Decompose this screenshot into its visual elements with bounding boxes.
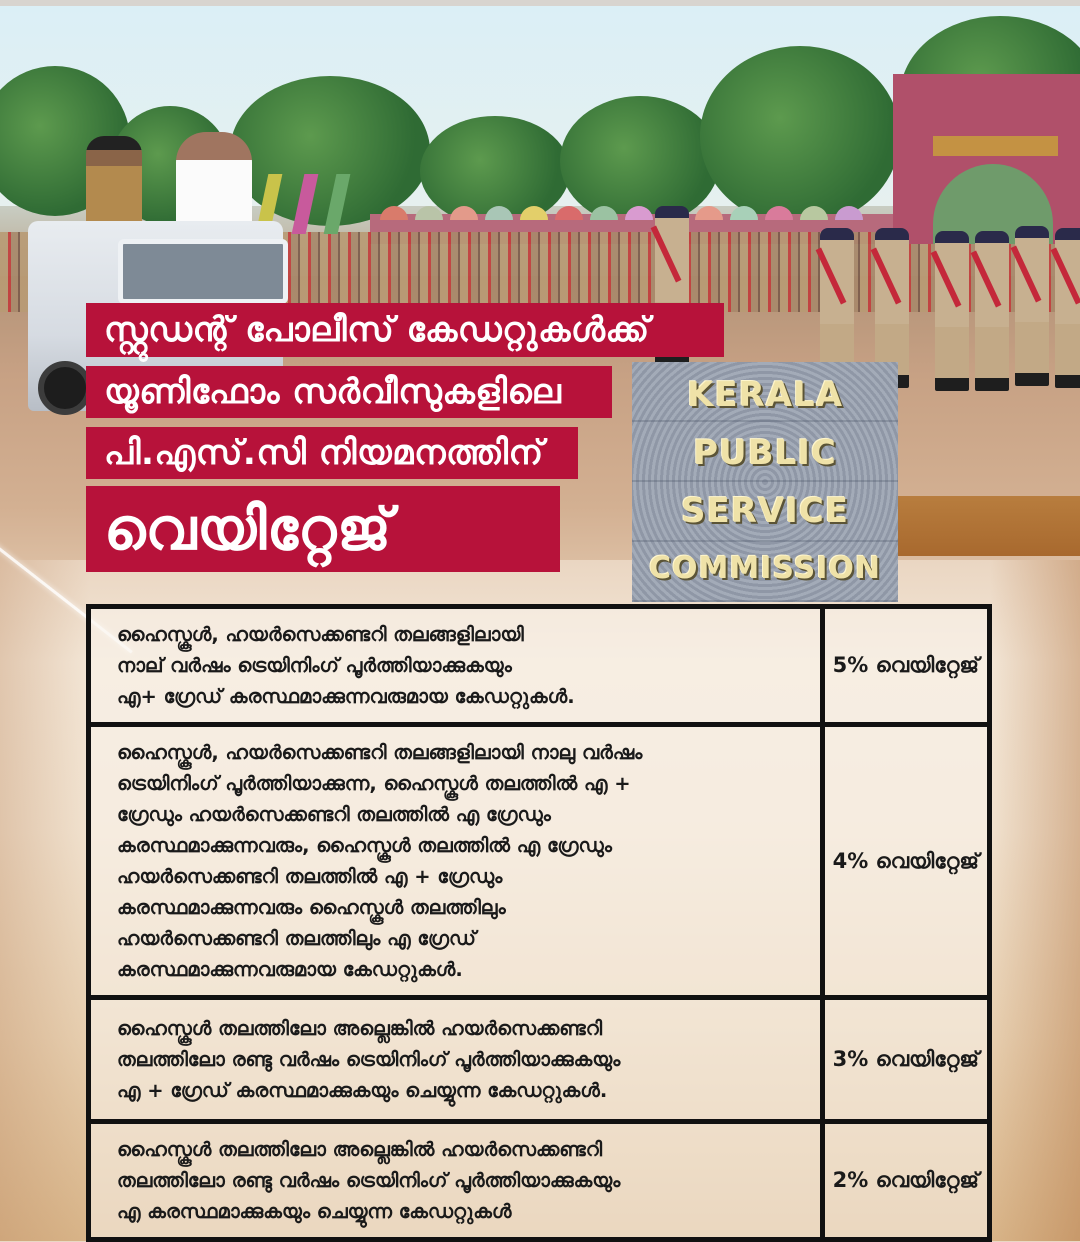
table-row xyxy=(89,998,990,1122)
ceremonial-gate xyxy=(893,74,1080,244)
table-row xyxy=(89,725,990,998)
gate-sign xyxy=(933,136,1058,156)
criteria-cell: ഹൈസ്കൂൾ, ഹയർസെക്കണ്ടറി തലങ്ങളിലായി നാലു വർഷം ട്രെയിനിംഗ് പൂർത്തിയാക്കുന്ന, ഹൈസ്കൂൾ തലത്തിൽ എ + ഗ്രേഡും ഹയർസെക്കണ്ടറി തലത്തിൽ എ ഗ്രേഡും കരസ്ഥമാക്കുന്നവരും, ഹൈസ്കൂൾ തലത്തിൽ എ ഗ്രേഡും ഹയർസെക്കണ്ടറി തലത്തിൽ എ + ഗ്രേഡും കരസ്ഥമാക്കുന്നവരും ഹൈസ്കൂൾ തലത്തിലും ഹയർസെക്കണ്ടറി തലത്തിലും എ ഗ്രേഡ് കരസ്ഥമാക്കുന്നവരുമായ കേഡറ്റുകൾ. xyxy=(89,725,823,998)
headline-line-1: സ്റ്റുഡന്റ് പോലീസ് കേഡറ്റുകൾക്ക് xyxy=(86,303,724,357)
kpsc-sign-board xyxy=(632,362,898,602)
criteria-cell: ഹൈസ്കൂൾ തലത്തിലോ അല്ലെങ്കിൽ ഹയർസെക്കണ്ടറി തലത്തിലോ രണ്ടു വർഷം ട്രെയിനിംഗ് പൂർത്തിയാക്കുകയും എ + ഗ്രേഡ് കരസ്ഥമാക്കുകയും ചെയ്യുന്ന കേഡറ്റുകൾ. xyxy=(89,998,823,1122)
headline-title: വെയിറ്റേജ് xyxy=(86,486,560,572)
sign-line-public: PUBLIC xyxy=(693,433,837,473)
jeep-windshield xyxy=(118,239,288,304)
sign-line-kerala: KERALA xyxy=(686,375,844,415)
weightage-value: 5% വെയിറ്റേജ് xyxy=(822,607,989,725)
weightage-value: 4% വെയിറ്റേജ് xyxy=(822,725,989,998)
criteria-cell: ഹൈസ്കൂൾ തലത്തിലോ അല്ലെങ്കിൽ ഹയർസെക്കണ്ടറി തലത്തിലോ രണ്ടു വർഷം ട്രെയിനിംഗ് പൂർത്തിയാക്കുകയും എ കരസ്ഥമാക്കുകയും ചെയ്യുന്ന കേഡറ്റുകൾ xyxy=(89,1122,823,1240)
headline-line-2: യൂണിഫോം സർവീസുകളിലെ xyxy=(86,366,612,418)
weightage-value: 2% വെയിറ്റേജ് xyxy=(822,1122,989,1240)
sign-line-commission: COMMISSION xyxy=(648,551,882,586)
table-row xyxy=(89,607,990,725)
table-row xyxy=(89,1122,990,1240)
weightage-value: 3% വെയിറ്റേജ് xyxy=(822,998,989,1122)
sign-line-service: SERVICE xyxy=(680,491,850,531)
criteria-cell: ഹൈസ്കൂൾ, ഹയർസെക്കണ്ടറി തലങ്ങളിലായി നാല് വർഷം ട്രെയിനിംഗ് പൂർത്തിയാക്കുകയും എ+ ഗ്രേഡ് കരസ്ഥമാക്കുന്നവരുമായ കേഡറ്റുകൾ. xyxy=(89,607,823,725)
weightage-table xyxy=(86,604,992,1242)
headline-line-3: പി.എസ്.സി നിയമനത്തിന് xyxy=(86,427,578,479)
stone-platform xyxy=(898,496,1080,556)
